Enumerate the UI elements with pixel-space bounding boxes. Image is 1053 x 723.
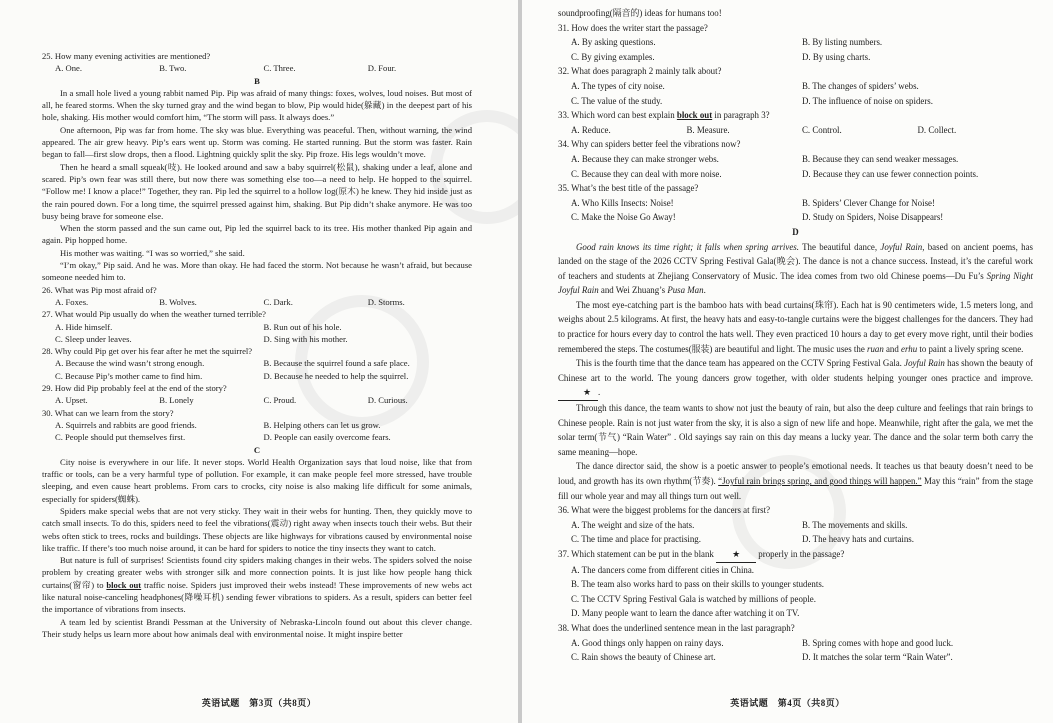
text: The most eye-catching part is the bamboo hats with bead curtains(珠帘). Each hat is 90 centimeters wide, 1.5 meters long, and weighs about 2.5 kilograms. At first, the heavy hats and easy-to-tangle curtains were the biggest challenges for the dancers. They had to practice for hours every day to control the hats well. They even practiced 10 hours a day to get every move right, until their bodies remembered the steps. The costumes(服装) are beautiful and light. The music uses the: [558, 299, 1033, 354]
option: A. Because the wind wasn’t strong enough.: [55, 358, 205, 369]
block-out-phrase: block out: [676, 110, 713, 121]
option: D. By using charts.: [802, 51, 871, 62]
question-27-options: [42, 321, 472, 346]
option: A. Because they can make stronger webs.: [571, 153, 719, 164]
passage-paragraph: “I’m okay,” Pip said. And he was. More than okay. He had faced the storm. Not because he wasn’t afraid, but because someone needed him to.: [42, 260, 472, 283]
option: C. Dark.: [263, 296, 293, 307]
page-4-content: [558, 6, 1033, 665]
question-34: 34. Why can spiders better feel the vibrations now?: [558, 139, 741, 150]
option: B. Wolves.: [159, 296, 197, 307]
question-28-options: [42, 357, 472, 382]
option: D. The heavy hats and curtains.: [802, 534, 914, 545]
option: B. Spring comes with hope and good luck.: [802, 637, 954, 648]
passage-paragraph: [558, 459, 1033, 503]
text: and Wei Zhuang’s: [598, 285, 668, 296]
option: B. The movements and skills.: [802, 519, 908, 530]
question-33-options: [558, 123, 1033, 138]
option: B. Measure.: [686, 124, 730, 135]
star-blank: ★: [558, 385, 598, 401]
option: C. The CCTV Spring Festival Gala is watched by millions of people.: [571, 593, 816, 604]
option: A. By asking questions.: [571, 37, 656, 48]
passage-paragraph: [558, 356, 1033, 401]
page-3-content: [42, 50, 472, 640]
passage-paragraph: City noise is everywhere in our life. It never stops. World Health Organization says that loud noise, like that from traffic or tools, can be a very harmful type of pollution. For example, it can make people feel more stressed, have trouble sleeping, and even cause heart problems. From cars to crocks, city noise is also making life difficult for some animals, especially for spiders(蜘蛛).: [42, 456, 472, 504]
option: A. The types of city noise.: [571, 80, 665, 91]
text: The dance director said, the show is a poetic answer to people’s emotional needs. It teaches us that beauty doesn’t need to be loud, and growth has its own rhythm(节奏).: [558, 461, 1033, 486]
text: .: [703, 285, 706, 296]
option: D. It matches the solar term “Rain Water”.: [802, 652, 953, 663]
option: C. Make the Noise Go Away!: [571, 212, 676, 223]
option: B. The team also works hard to pass on their skills to younger students.: [571, 579, 824, 590]
question-35-options: [558, 196, 1033, 225]
option: C. Because they can deal with more noise.: [571, 168, 722, 179]
text: has shown the beauty of Chinese art to the world. The young dancers grow together, with older students helping younger ones practice and improve.: [558, 358, 1034, 383]
option: B. Two.: [159, 63, 187, 74]
text: in paragraph 3?: [712, 110, 770, 121]
question-37-options: [558, 563, 1033, 621]
option: A. The weight and size of the hats.: [571, 519, 695, 530]
text: 33. Which word can best explain: [558, 110, 677, 121]
passage-paragraph: A team led by scientist Brandi Pessman at the University of Nebraska-Lincoln found out about this clever change. Their study helps us learn more about how animals deal with environmental noise. It might inspire better: [42, 616, 472, 639]
question-25: 25. How many evening activities are mentioned?: [42, 51, 211, 61]
question-38-options: [558, 636, 1033, 665]
passage-paragraph: [558, 240, 1033, 298]
section-letter-d: D: [792, 226, 799, 237]
block-out-phrase: block out: [106, 579, 142, 590]
page-3: [0, 0, 518, 723]
question-31: 31. How does the writer start the passage?: [558, 22, 708, 33]
question-32: 32. What does paragraph 2 mainly talk about?: [558, 66, 722, 77]
question-34-options: [558, 152, 1033, 181]
text: ruan: [866, 343, 884, 354]
option: B. By listing numbers.: [802, 37, 883, 48]
option: B. Spiders’ Clever Change for Noise!: [802, 197, 935, 208]
text: properly in the passage?: [756, 548, 845, 559]
option: A. Foxes.: [55, 296, 89, 307]
text: But nature is full of surprises! Scientists found city spiders making changes in their webs. The spiders solved the noise problem by creating greater webs with stronger silk and more connection points. It is just like how people hang thick curtains(窗帘) to: [42, 555, 472, 590]
option: B. Run out of his hole.: [263, 321, 342, 332]
text: This is the fourth time that the dance team has appeared on the CCTV Spring Festival Gala.: [576, 358, 905, 369]
option: D. Sing with his mother.: [263, 333, 348, 344]
option: C. Proud.: [263, 395, 297, 406]
passage-paragraph: [558, 298, 1033, 356]
passage-paragraph: [42, 554, 472, 615]
page-4: [522, 0, 1053, 723]
question-29-options: [42, 394, 472, 406]
option: D. Study on Spiders, Noise Disappears!: [802, 212, 944, 223]
option: A. Hide himself.: [55, 321, 113, 332]
text: Good rain knows its time right; it falls when spring arrives.: [576, 241, 799, 252]
text: erhu: [901, 343, 918, 354]
option: A. Squirrels and rabbits are good friends.: [55, 419, 197, 430]
question-36: 36. What were the biggest problems for the dancers at first?: [558, 505, 771, 516]
option: C. Three.: [263, 63, 296, 74]
text: Pusa Man: [667, 285, 704, 296]
question-25-options: [42, 62, 472, 74]
question-37: [558, 547, 1033, 563]
option: A. The dancers come from different cities in China.: [571, 564, 755, 575]
question-33: [558, 108, 1033, 123]
option: D. Curious.: [367, 395, 408, 406]
text: Spring Night Joyful Rain: [558, 270, 1033, 296]
text: .: [598, 387, 601, 398]
text: and: [883, 343, 902, 354]
question-30-options: [42, 419, 472, 444]
passage-paragraph: One afternoon, Pip was far from home. The sky was blue. Everything was peaceful. Then, without warning, the wind appeared. The air grew heavy. Pip’s ears went up. Storm was coming. He started running. But the storm was faster. Rain began to fall—first slow drops, then a flood. Lightning quickly split the sky. Pip froze. His legs wouldn’t move.: [42, 124, 472, 160]
passage-paragraph: His mother was waiting. “I was so worried,” she said.: [60, 247, 245, 258]
question-38: 38. What does the underlined sentence mean in the last paragraph?: [558, 622, 795, 633]
option: C. The value of the study.: [571, 95, 663, 106]
option: B. Helping others can let us grow.: [263, 419, 381, 430]
section-letter-c: C: [253, 444, 261, 455]
option: B. Lonely: [159, 395, 194, 406]
question-26-options: [42, 296, 472, 308]
question-28: 28. Why could Pip get over his fear after he met the squirrel?: [42, 346, 253, 357]
passage-paragraph: Through this dance, the team wants to show not just the beauty of rain, but also the deep culture and feelings that rain brings to Chinese people. Rain is not just water from the sky, it is also a sign of new life and hope. Meanwhile, right after the gala, we met the solar term(节气) “Rain Water” . Old sayings say rain on this day means a lucky year. The dance and the solar term both carry the same meaning—hope.: [558, 403, 1033, 457]
option: C. The time and place for practising.: [571, 534, 701, 545]
text: 37. Which statement can be put in the blank: [558, 548, 717, 559]
option: A. Reduce.: [571, 124, 611, 135]
option: A. Upset.: [55, 395, 88, 406]
passage-paragraph: Then he heard a small squeak(吱). He looked around and saw a baby squirrel(松鼠), shaking under a leaf, alone and scared. Pip’s own fear was still there, but now there was something else too—a need to help. He hopped to the squirrel. “Follow me! I know a place!” Together, they ran. Pip led the squirrel to a hollow log(原木) he knew. They hid inside just as the rain poured down. For a long time, the squirrel pressed against him, shaking. But Pip didn’t shake anymore. He was too busy being brave for someone else.: [42, 161, 472, 221]
option: A. Good things only happen on rainy days.: [571, 637, 724, 648]
option: C. Rain shows the beauty of Chinese art.: [571, 652, 716, 663]
question-32-options: [558, 79, 1033, 108]
question-31-options: [558, 35, 1033, 64]
option: D. The influence of noise on spiders.: [802, 95, 933, 106]
option: A. Who Kills Insects: Noise!: [571, 197, 674, 208]
passage-paragraph: Spiders make special webs that are not very sticky. They wait in their webs for hunting. Then, they quickly move to catch small insects. To do this, spiders need to feel the vibrations(震动) right away when insects touch their webs. But their webs often stick to trees, rocks and buildings. These objects are like highways for vibrations caused by environmental noise like traffic. If there’s too much noise around, it can be hard for spiders to notice the tiny insects they want to catch.: [42, 505, 472, 553]
text: Joyful Rain: [880, 241, 923, 252]
text: The beautiful dance,: [798, 241, 881, 252]
option: D. Many people want to learn the dance after watching it on TV.: [571, 608, 800, 619]
option: B. The changes of spiders’ webs.: [802, 80, 919, 91]
question-27: 27. What would Pip usually do when the weather turned terrible?: [42, 309, 266, 320]
passage-paragraph: When the storm passed and the sun came out, Pip led the squirrel back to its tree. His mother thanked Pip again and again. Pip hopped home.: [42, 223, 472, 246]
option: C. Control.: [802, 124, 842, 135]
option: C. Because Pip’s mother came to find him.: [55, 370, 203, 381]
option: A. One.: [55, 63, 82, 74]
passage-paragraph: In a small hole lived a young rabbit named Pip. Pip was afraid of many things: foxes, wolves, loud noises. But most of all, he feared storms. When the sky turned gray and the wind began to blow, Pip would hide(躲藏) in the deepest part of his hole, shaking. His mother would comfort him, “The storm will pass. It always does.”: [42, 87, 472, 123]
question-35: 35. What’s the best title of the passage?: [558, 183, 699, 194]
star-blank: ★: [716, 547, 756, 563]
question-30: 30. What can we learn from the story?: [42, 407, 174, 418]
option: C. People should put themselves first.: [55, 432, 186, 443]
option: B. Because the squirrel found a safe place.: [263, 358, 410, 369]
question-26: 26. What was Pip most afraid of?: [42, 284, 157, 295]
text: to paint a lively spring scene.: [917, 343, 1024, 354]
option: D. People can easily overcome fears.: [263, 432, 391, 443]
underlined-sentence: “Joyful rain brings spring, and good things will happen.”: [718, 476, 922, 486]
option: D. Collect.: [917, 124, 957, 135]
option: C. Sleep under leaves.: [55, 333, 132, 344]
option: D. Because they can use fewer connection points.: [802, 168, 979, 179]
text: , based on ancient poems, has landed on the stage of the 2026 CCTV Spring Festival Gala(晚会). The dance is not a chance success. Instead, it’s the careful work of teachers and students at Zhejiang Conservatory of Music. The idea comes from two old Chinese poems—Du Fu’s: [558, 241, 1034, 281]
option: B. Because they can send weaker messages.: [802, 153, 959, 164]
question-36-options: [558, 518, 1033, 547]
question-29: 29. How did Pip probably feel at the end of the story?: [42, 383, 227, 394]
option: D. Because he needed to help the squirrel.: [263, 370, 409, 381]
option: C. By giving examples.: [571, 51, 655, 62]
text: May this “rain” from the stage fill our whole year and may all things turn out well.: [558, 476, 1033, 501]
section-letter-b: B: [254, 75, 260, 86]
text: traffic noise. Spiders just improved their webs instead! These improvements of new webs act like natural noise-canceling headphones(降噪耳机) sending fewer vibrations to spiders. As a result, spiders can better feel the importance of vibrations from insects.: [42, 579, 472, 615]
page-footer: 英语试题 第4页（共8页）: [730, 698, 845, 708]
option: D. Four.: [367, 63, 397, 74]
option: D. Storms.: [367, 296, 405, 307]
page-footer: 英语试题 第3页（共8页）: [201, 698, 317, 708]
text: Joyful Rain: [904, 358, 945, 369]
carryover-line: soundproofing(隔音的) ideas for humans too!: [558, 8, 722, 18]
